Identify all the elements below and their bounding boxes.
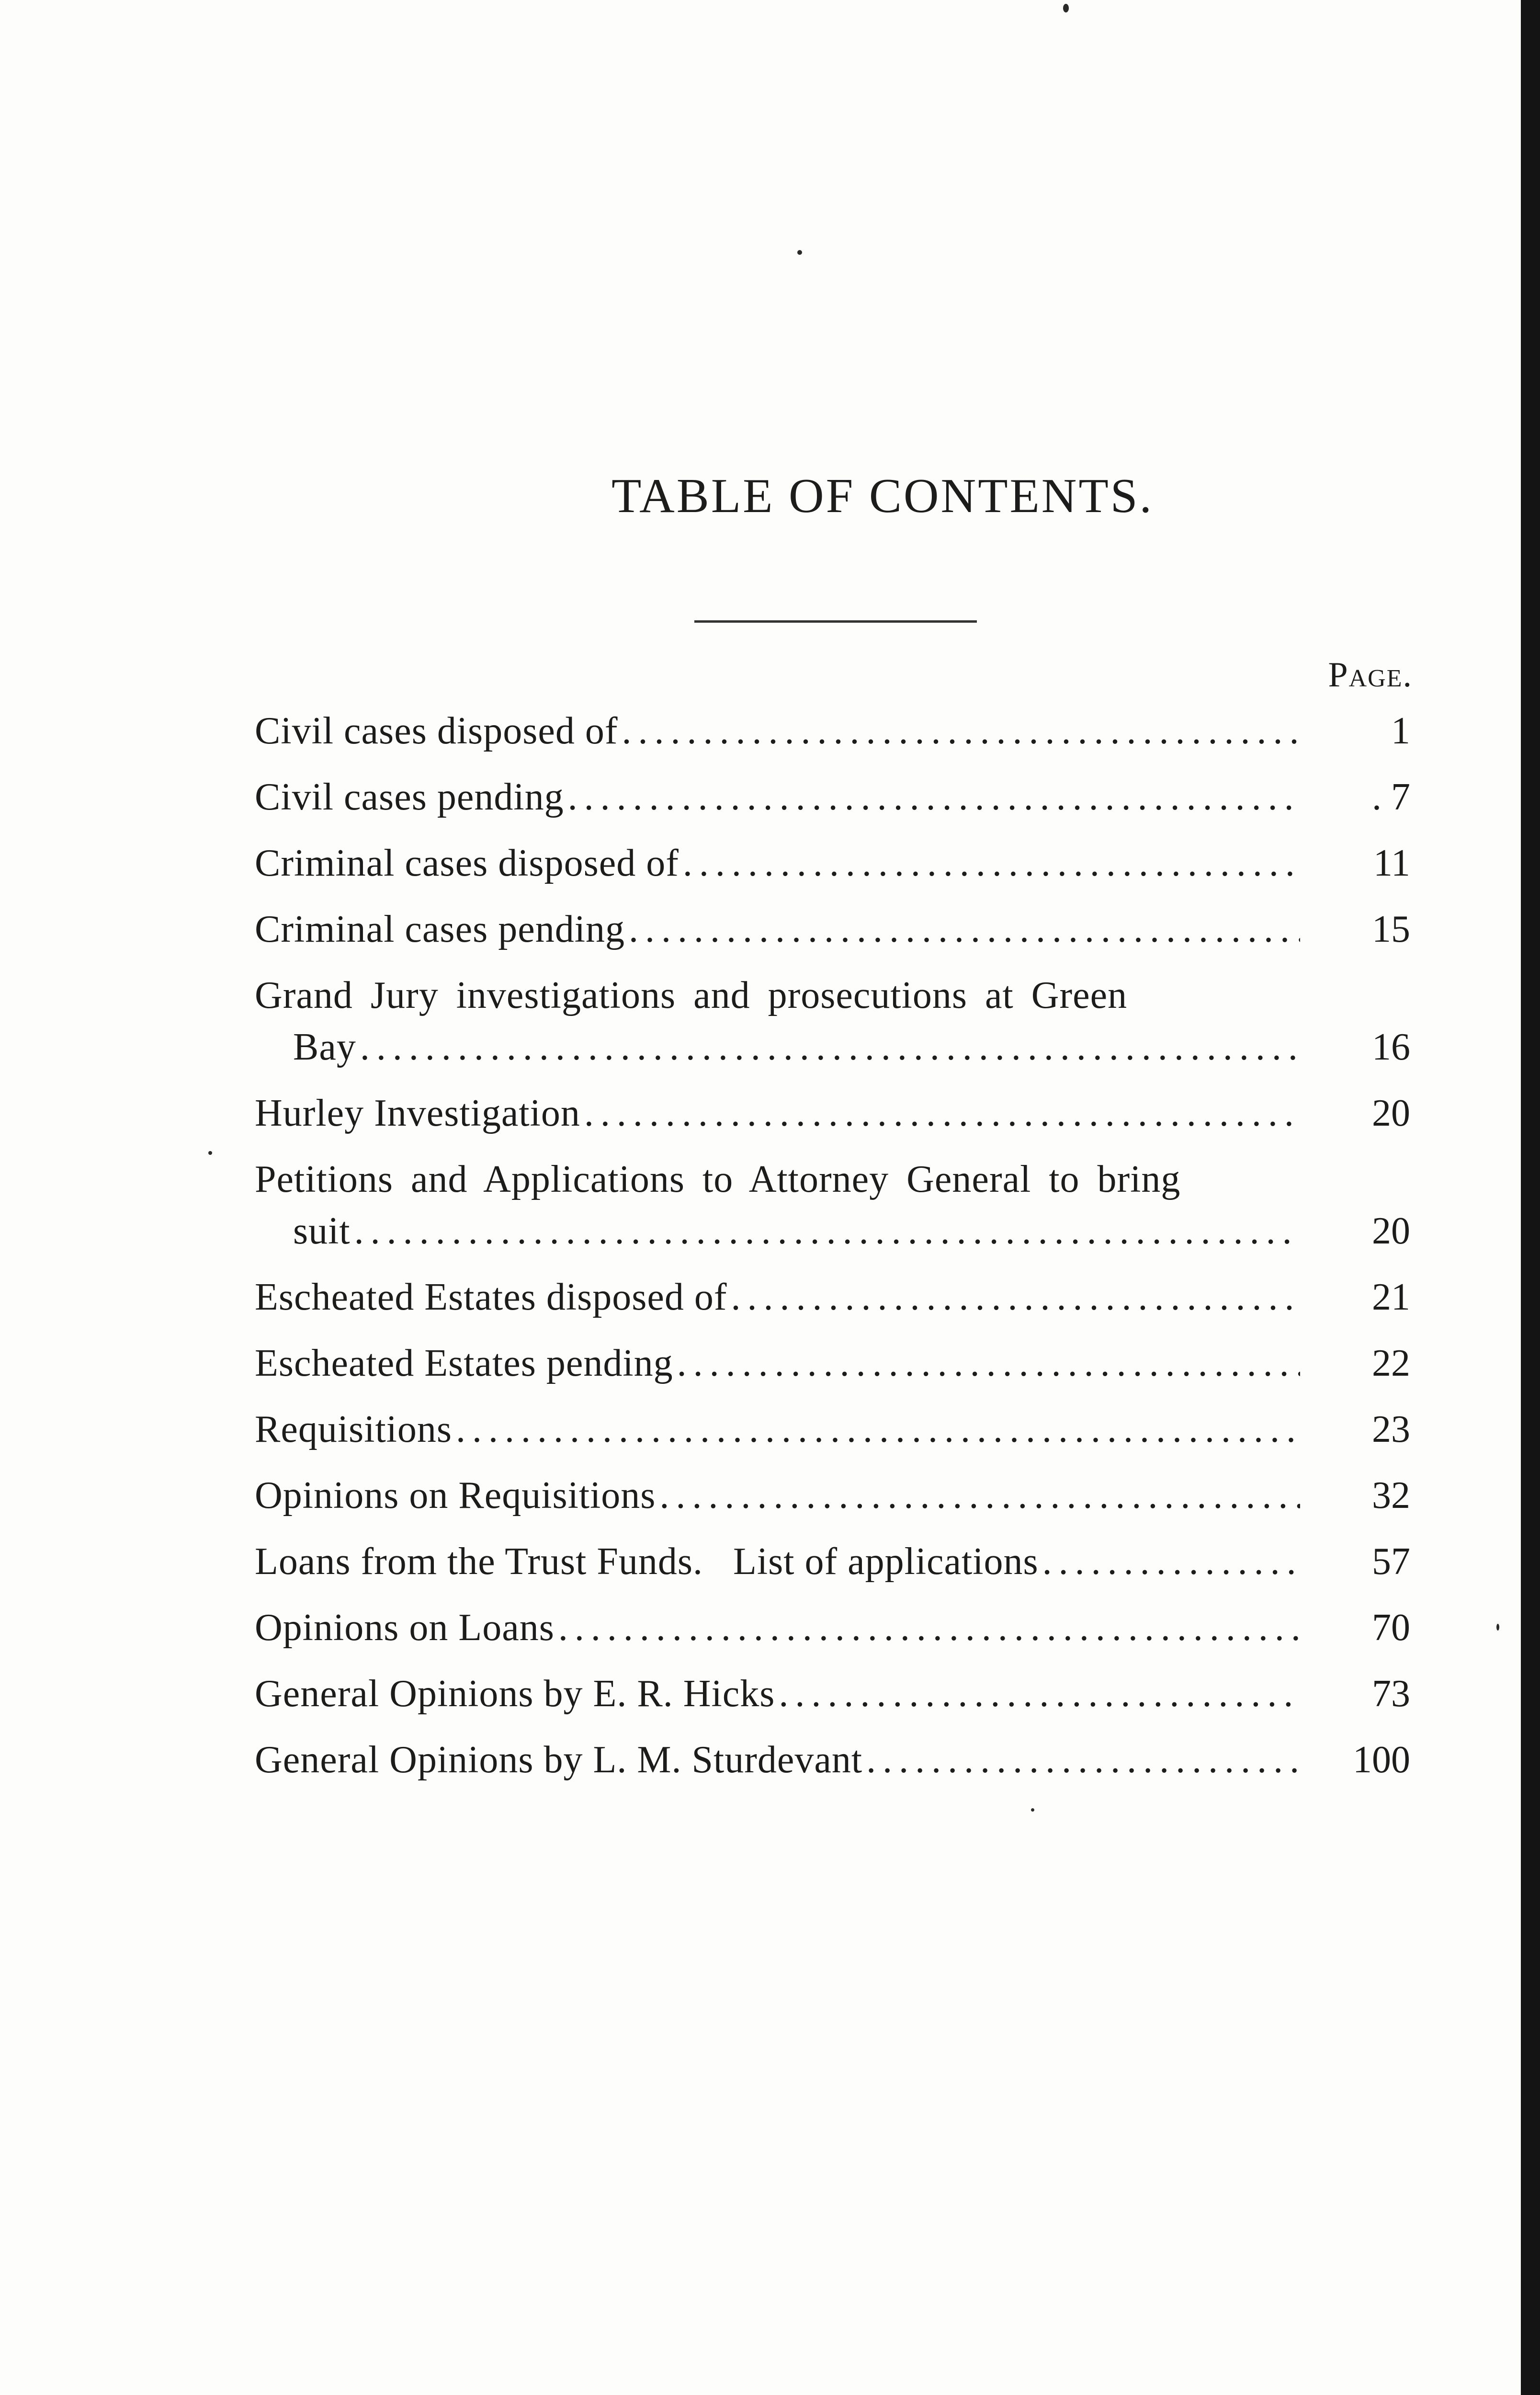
page-column-heading: Page. [1328,655,1413,695]
toc-entry-page: 23 [1372,1408,1410,1450]
toc-entry [255,903,1410,955]
toc-entry-label: Civil cases disposed of [255,710,618,752]
toc-entry-label: General Opinions by E. R. Hicks [255,1673,775,1715]
dot-leader [779,1668,1300,1720]
toc-entry-page: 22 [1372,1342,1410,1384]
toc-entry-page: 20 [1372,1092,1410,1134]
toc-entry-page: 32 [1372,1474,1410,1517]
toc-entry [255,969,1410,1073]
toc-entry [255,837,1410,889]
toc-entry-page: 16 [1372,1026,1410,1068]
toc-entry-page: . 7 [1372,776,1410,818]
toc-entry [255,1470,1410,1521]
toc-entry-label: Civil cases pending [255,776,564,818]
toc-entry [255,1271,1410,1323]
toc-entry-page: 15 [1372,908,1410,950]
toc-entry [255,1403,1410,1455]
scan-speck [1031,1808,1034,1812]
title-rule [694,620,977,623]
toc-entry-page: 57 [1372,1540,1410,1583]
toc-entry [255,705,1410,757]
scan-speck [1496,1624,1499,1631]
dot-leader [360,1021,1300,1073]
dot-leader [456,1403,1300,1455]
toc-entry [255,771,1410,823]
toc-entry-label: Criminal cases pending [255,908,625,950]
dot-leader [683,837,1300,889]
toc-entry [255,1602,1410,1654]
toc-entry-label-line1: Petitions and Applications to Attorney General to bring [255,1158,1181,1200]
dot-leader [659,1470,1300,1521]
toc-entry-label: General Opinions by L. M. Sturdevant [255,1739,863,1781]
toc-entry-label: Escheated Estates pending [255,1342,673,1384]
toc-entry-label: Opinions on Requisitions [255,1474,656,1517]
toc-entry-label: Loans from the Trust Funds. List of applications [255,1540,1039,1583]
toc-entry-page: 11 [1373,842,1410,884]
toc-entry-label-line1: Grand Jury investigations and prosecutions at Green [255,974,1128,1016]
dot-leader [558,1602,1300,1654]
toc-entry-label: Escheated Estates disposed of [255,1276,727,1318]
toc-entry-page: 1 [1391,710,1410,752]
page-title: TABLE OF CONTENTS. [611,469,1154,523]
dot-leader [584,1087,1300,1139]
dot-leader [568,771,1300,823]
toc-entry-page: 73 [1372,1673,1410,1715]
toc-entry [255,1734,1410,1786]
dot-leader [866,1734,1300,1786]
toc-entry-label: Requisitions [255,1408,453,1450]
scan-speck [797,250,802,255]
toc-entry-label-line2: suit [293,1210,351,1252]
toc-entry [255,1668,1410,1720]
dot-leader [629,903,1300,955]
dot-leader [354,1205,1300,1257]
toc-entry-page: 100 [1353,1739,1410,1781]
toc-entry-page: 70 [1372,1607,1410,1649]
scan-speck [208,1151,212,1155]
toc-entry [255,1536,1410,1587]
toc-entry [255,1153,1410,1257]
dot-leader [1042,1536,1300,1587]
toc-entry [255,1337,1410,1389]
toc-entry-page: 20 [1372,1210,1410,1252]
table-of-contents [255,705,1410,1800]
toc-entry-label: Opinions on Loans [255,1607,555,1649]
dot-leader [731,1271,1301,1323]
scan-speck [1063,4,1069,12]
toc-entry-label-line2: Bay [293,1026,356,1068]
toc-entry [255,1087,1410,1139]
scan-edge [1521,0,1540,2395]
toc-entry-page: 21 [1372,1276,1410,1318]
toc-entry-label: Hurley Investigation [255,1092,580,1134]
dot-leader [622,705,1300,757]
toc-entry-label: Criminal cases disposed of [255,842,679,884]
dot-leader [677,1337,1300,1389]
